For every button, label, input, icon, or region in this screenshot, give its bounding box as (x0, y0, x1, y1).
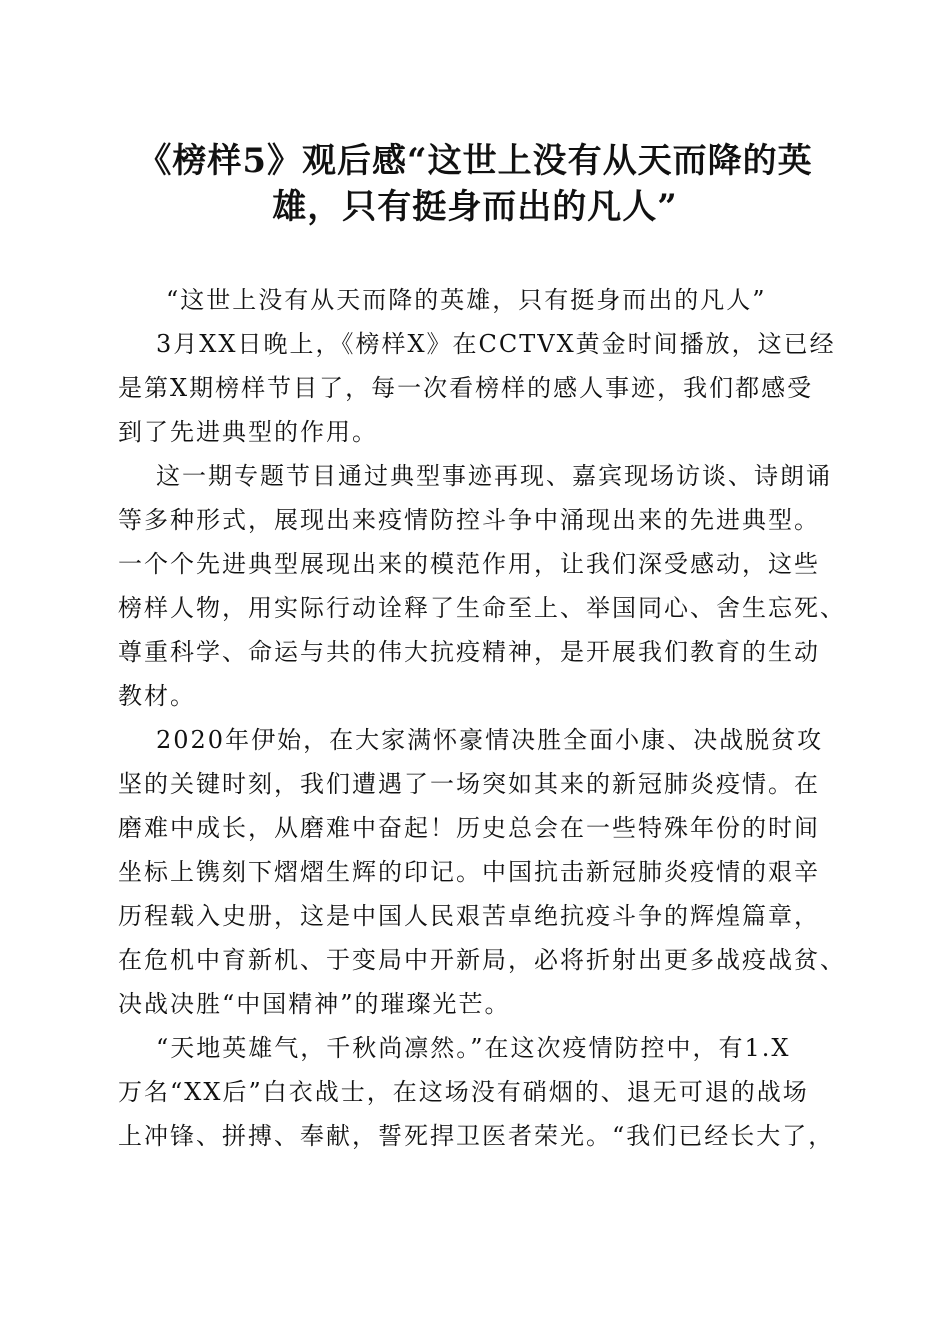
body-line: 榜样人物，用实际行动诠释了生命至上、举国同心、舍生忘死、 (118, 594, 846, 622)
body-line: 3月XX日晚上，《榜样X》在CCTVX黄金时间播放，这已经 (156, 330, 836, 358)
body-line: 在危机中育新机、于变局中开新局，必将折射出更多战疫战贫、 (118, 946, 846, 974)
title-line: 雄，只有挺身而出的凡人” (272, 187, 678, 227)
body-line: 教材。 (118, 682, 196, 710)
body-line: 到了先进典型的作用。 (118, 418, 378, 446)
body-line: “天地英雄气，千秋尚凛然。”在这次疫情防控中，有1.X (156, 1034, 791, 1062)
body-line: 等多种形式，展现出来疫情防控斗争中涌现出来的先进典型。 (118, 506, 820, 534)
paragraph-quote (118, 278, 830, 322)
body-line: 一个个先进典型展现出来的模范作用，让我们深受感动，这些 (118, 550, 820, 578)
body-line: 磨难中成长，从磨难中奋起！历史总会在一些特殊年份的时间 (118, 814, 820, 842)
body-line: 坚的关键时刻，我们遭遇了一场突如其来的新冠肺炎疫情。在 (118, 770, 820, 798)
paragraph-heroes (118, 1026, 835, 1158)
title-line: 《榜样5》观后感“这世上没有从天而降的英 (137, 141, 813, 181)
paragraph-2020 (118, 718, 846, 1026)
body-line: “这世上没有从天而降的英雄，只有挺身而出的凡人” (166, 286, 767, 314)
body-line: 这一期专题节目通过典型事迹再现、嘉宾现场访谈、诗朗诵 (156, 462, 832, 490)
body-line: 尊重科学、命运与共的伟大抗疫精神，是开展我们教育的生动 (118, 638, 820, 666)
body-line: 是第X期榜样节目了，每一次看榜样的感人事迹，我们都感受 (118, 374, 814, 402)
paragraph-program (118, 454, 846, 718)
body-line: 历程载入史册，这是中国人民艰苦卓绝抗疫斗争的辉煌篇章， (118, 902, 820, 930)
body-line: 2020年伊始，在大家满怀豪情决胜全面小康、决战脱贫攻 (156, 726, 824, 754)
body-line: 万名“XX后”白衣战士，在这场没有硝烟的、退无可退的战场 (118, 1078, 809, 1106)
body-line: 坐标上镌刻下熠熠生辉的印记。中国抗击新冠肺炎疫情的艰辛 (118, 858, 820, 886)
document-title (110, 138, 840, 230)
body-line: 上冲锋、拼搏、奉献，誓死捍卫医者荣光。“我们已经长大了， (118, 1122, 835, 1150)
body-line: 决战决胜“中国精神”的璀璨光芒。 (118, 990, 511, 1018)
paragraph-broadcast (118, 322, 836, 454)
document-body (118, 278, 846, 1158)
